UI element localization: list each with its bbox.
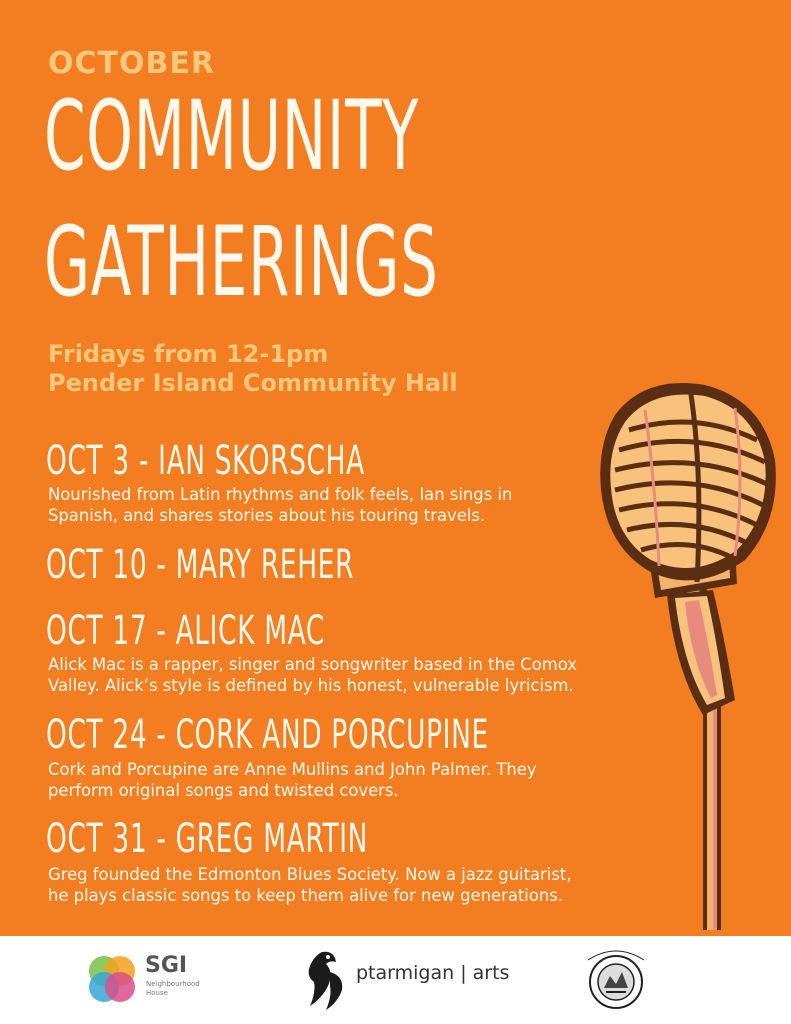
event-heading: OCT 10 - MARY REHER	[46, 542, 355, 588]
title-line-2: GATHERINGS	[44, 206, 439, 318]
event-description-line: he plays classic songs to keep them alive for new generations.	[48, 886, 564, 905]
ptarmigan-arts-text: ptarmigan | arts	[356, 962, 510, 984]
event-heading: OCT 24 - CORK AND PORCUPINE	[46, 712, 489, 758]
event-heading: OCT 3 - IAN SKORSCHA	[46, 438, 365, 484]
event-description-line: Greg founded the Edmonton Blues Society. Now a jazz guitarist,	[48, 865, 572, 884]
building-community-seal-icon	[578, 942, 654, 1018]
sgi-name: SGI	[145, 953, 188, 978]
event-description-line: perform original songs and twisted covers.	[48, 781, 399, 800]
schedule-text: Fridays from 12-1pm	[48, 340, 329, 368]
event-heading: OCT 31 - GREG MARTIN	[46, 816, 369, 862]
sgi-subtitle: Neighbourhood House	[146, 980, 200, 997]
event-heading: OCT 17 - ALICK MAC	[46, 608, 326, 654]
event-description-line: Valley. Alick’s style is defined by his honest, vulnerable lyricism.	[48, 676, 574, 695]
venue-text: Pender Island Community Hall	[48, 369, 458, 397]
event-description-line: Spanish, and shares stories about his touring travels.	[48, 506, 486, 525]
event-description-line: Cork and Porcupine are Anne Mullins and John Palmer. They	[48, 760, 537, 779]
sgi-logo-icon	[82, 949, 142, 1009]
month-label: OCTOBER	[48, 46, 215, 81]
microphone-illustration	[585, 370, 785, 930]
title-line-1: COMMUNITY	[44, 80, 420, 192]
ptarmigan-bird-icon	[300, 946, 350, 1012]
sponsor-footer	[0, 936, 791, 1024]
event-description-line: Alick Mac is a rapper, singer and songwriter based in the Comox	[48, 655, 577, 674]
event-description-line: Nourished from Latin rhythms and folk feels, Ian sings in	[48, 485, 513, 504]
